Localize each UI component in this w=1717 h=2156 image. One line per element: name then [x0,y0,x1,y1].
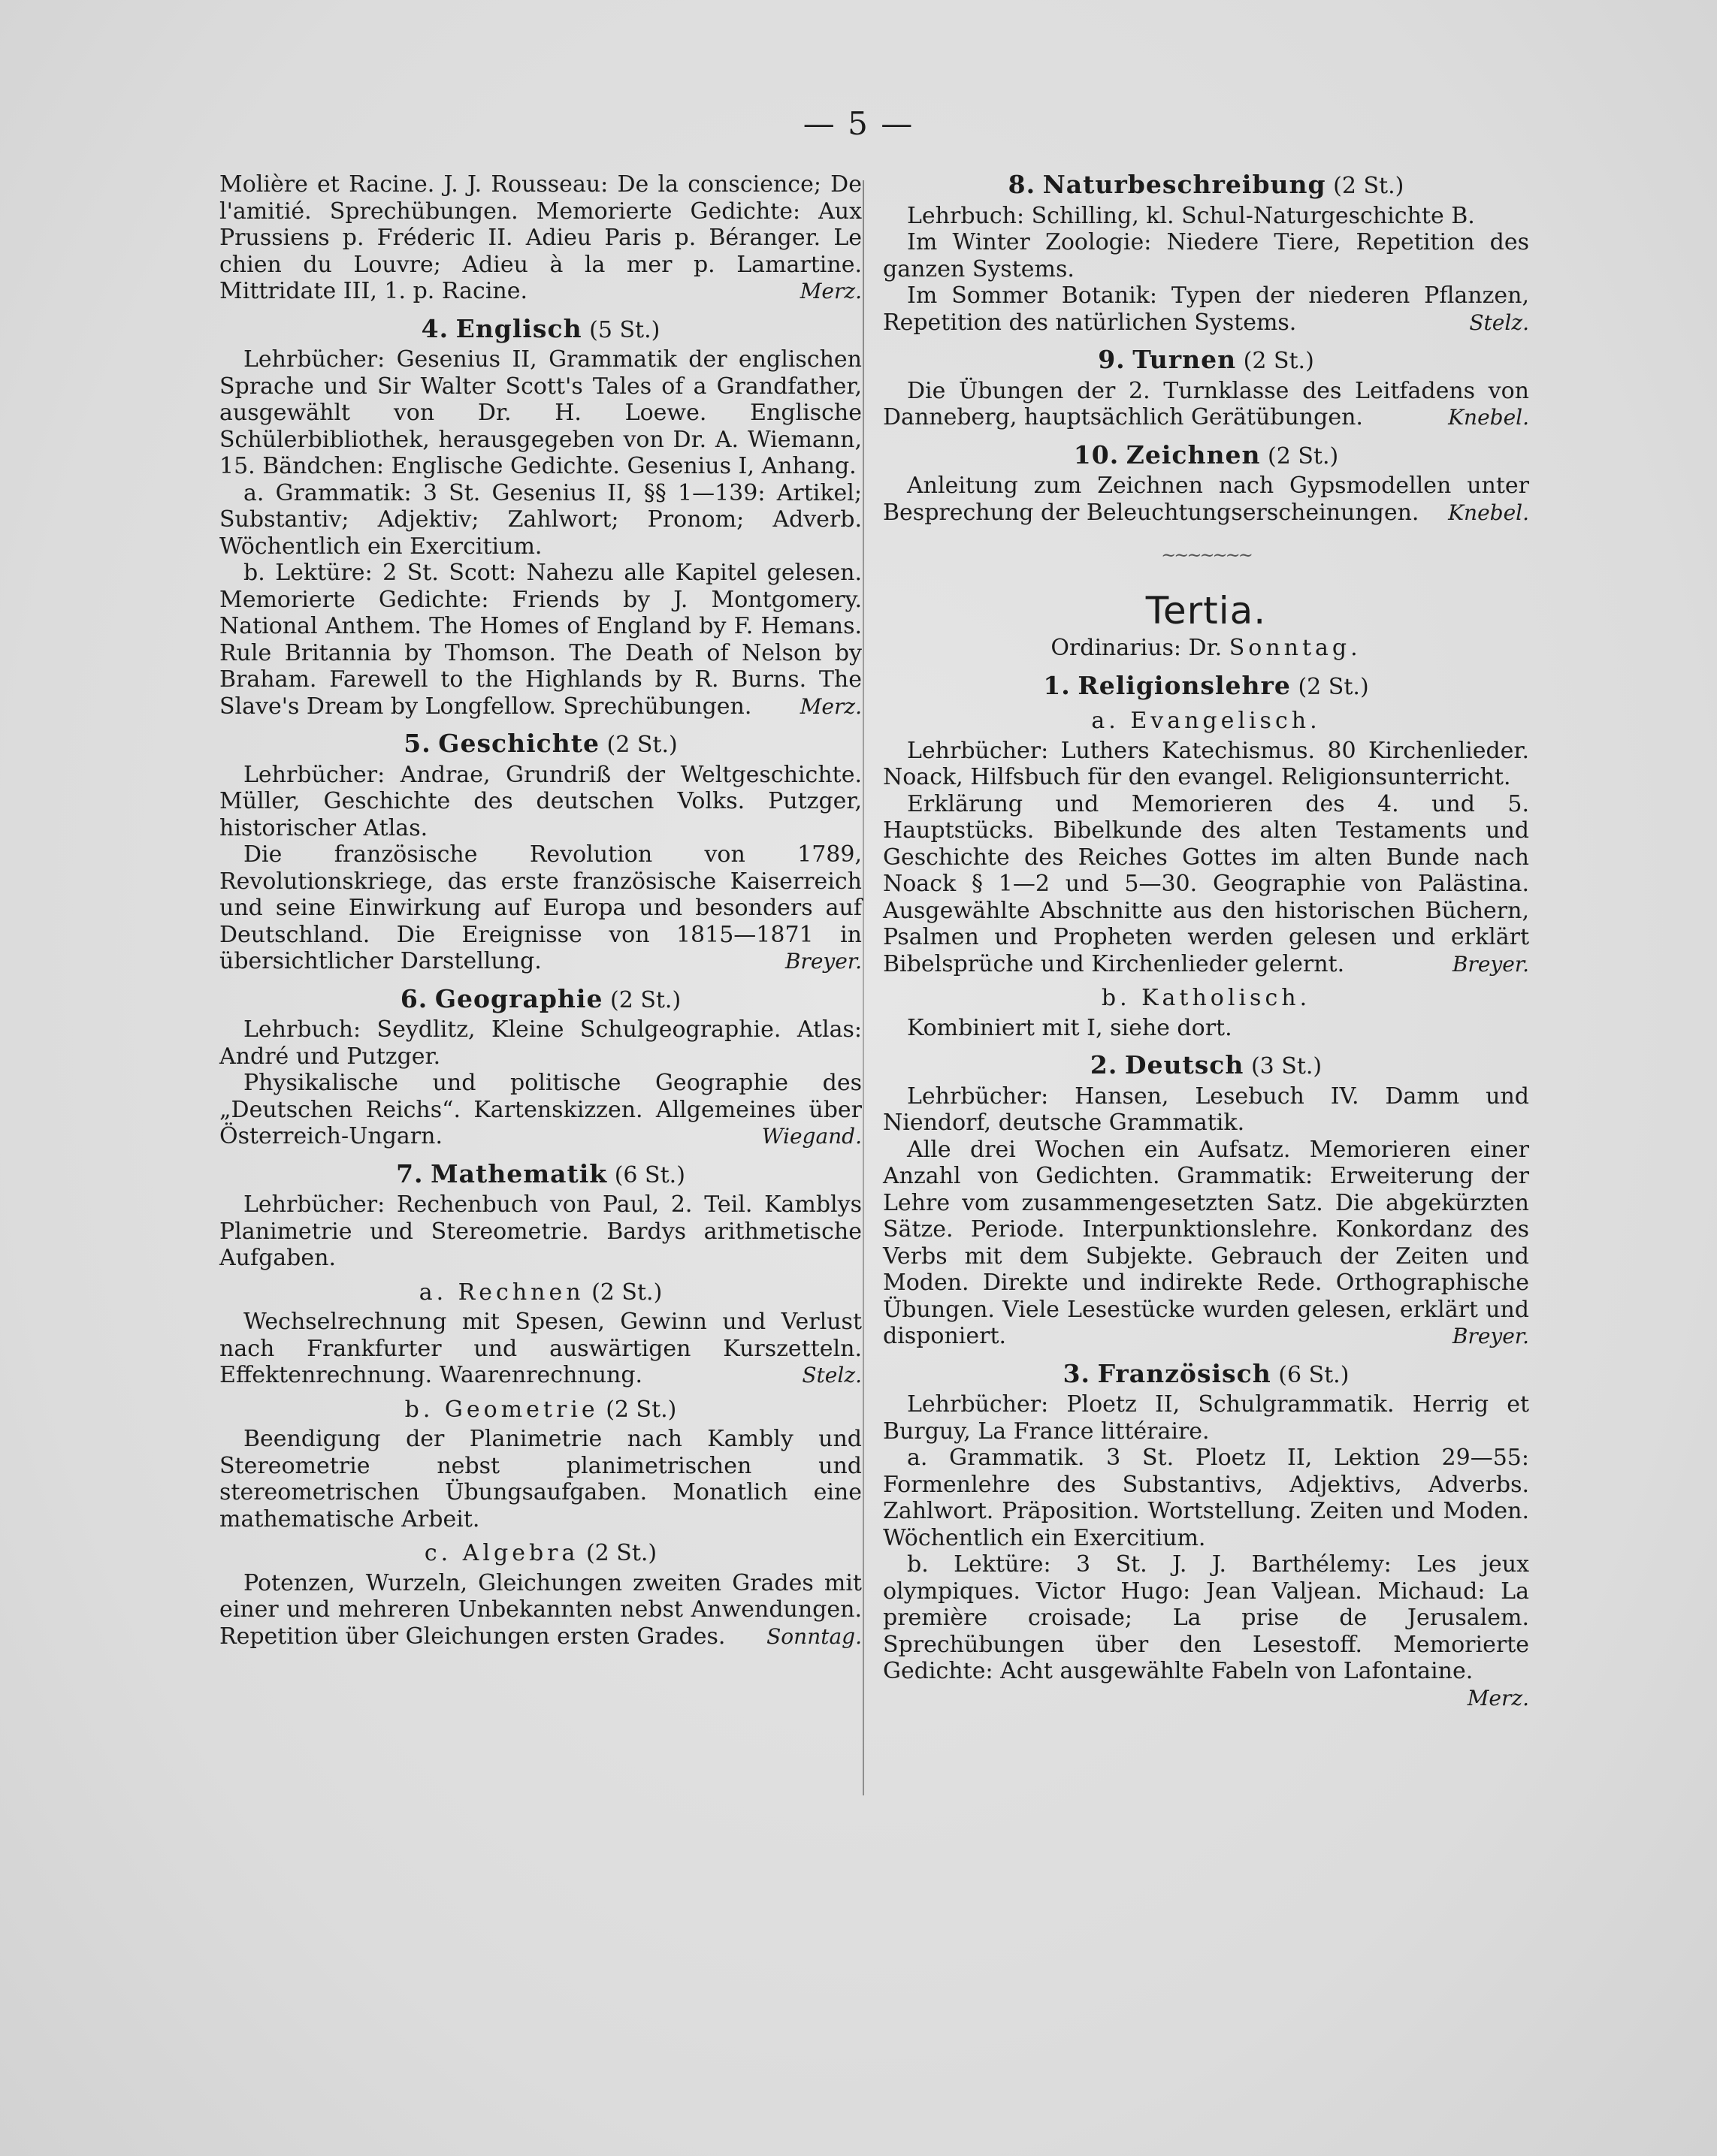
teacher-signature: Breyer. [1452,1324,1529,1348]
paragraph-deutsch-books: Lehrbücher: Hansen, Lesebuch IV. Damm und Niendorf, deutsche Grammatik. [883,1083,1529,1136]
teacher-signature: Knebel. [1448,405,1529,430]
section-heading-deutsch: 2. Deutsch (3 St.) [1090,1050,1323,1080]
paragraph-geographie-books: Lehrbuch: Seydlitz, Kleine Schulgeographie. Atlas: André und Putzger. [219,1016,862,1070]
teacher-signature: Breyer. [784,949,862,974]
paragraph-deutsch-content: Alle drei Wochen ein Aufsatz. Memorieren einer Anzahl von Gedichten. Grammatik: Erweiterung der Lehre vom zusammengesetzten Satz. Die abgekürzten Sätze. Periode. Interpunktionslehre. Konkordanz des Verbs mit dem Subjekte. Gebrauch der Zeiten und Moden. Direkte und indirekte Rede. Orthographische Übungen. Viele Lesestücke wurden gelesen, erklärt und disponiert. Breyer. [883,1136,1529,1349]
column-divider [863,180,864,1795]
paragraph-zeichnen: Anleitung zum Zeichnen nach Gypsmodellen unter Besprechung der Beleuchtungserscheinungen. Knebel. [883,473,1529,526]
section-heading-geschichte: 5. Geschichte (2 St.) [404,729,678,758]
paragraph-geschichte-content: Die französische Revolution von 1789, Revolutionskriege, das erste französische Kaiserreich und seine Einwirkung auf Europa und besonders auf Deutschland. Die Ereignisse von 1815—1871 in übersichtlicher Darstellung. Breyer. [219,841,862,974]
teacher-signature: Merz. [800,279,862,303]
paragraph-geometrie: Beendigung der Planimetrie nach Kambly und Stereometrie nebst planimetrischen und stereometrischen Übungsaufgaben. Monatlich eine mathematische Arbeit. [219,1426,862,1532]
paragraph-franzoesisch-reading: b. Lektüre: 3 St. J. J. Barthélemy: Les jeux olympiques. Victor Hugo: Jean Valjean. Michaud: La première croisade; La prise de Jerusalem. Sprechübungen über den Lesestoff. Memorierte Gedichte: Acht ausgewählte Fabeln von Lafontaine. Merz. [883,1551,1529,1711]
paragraph-french-reading: Molière et Racine. J. J. Rousseau: De la conscience; De l'amitié. Sprechübungen. Memorierte Gedichte: Aux Prussiens p. Fréderic II. Adieu Paris p. Béranger. Le chien du Louvre; Adieu à la mer p. Lamartine. Mittridate III, 1. p. Racine. Merz. [219,171,862,304]
ordinarius-line: Ordinarius: Dr. Sonntag. [1050,635,1362,661]
teacher-signature: Breyer. [1452,951,1529,977]
paragraph-geographie-content: Physikalische und politische Geographie des „Deutschen Reichs“. Kartenskizzen. Allgemeines über Österreich-Ungarn. Wiegand. [219,1070,862,1149]
teacher-signature: Merz. [800,693,862,719]
paragraph-natur-winter: Im Winter Zoologie: Niedere Tiere, Repetition des ganzen Systems. [883,229,1529,282]
paragraph-religion-books: Lehrbücher: Luthers Katechismus. 80 Kirchenlieder. Noack, Hilfsbuch für den evangel. Religionsunterricht. [883,737,1529,790]
page-number: — 5 — [803,105,914,142]
teacher-signature: Merz. [1467,1685,1529,1711]
paragraph-algebra: Potenzen, Wurzeln, Gleichungen zweiten Grades mit einer und mehreren Unbekannten nebst Anwendungen. Repetition über Gleichungen ersten Grades. Sonntag. [219,1569,862,1650]
section-heading-englisch: 4. Englisch (5 St.) [421,313,661,343]
teacher-signature: Wiegand. [761,1124,862,1149]
paragraph-franzoesisch-books: Lehrbücher: Ploetz II, Schulgrammatik. Herrig et Burguy, La France littéraire. [883,1391,1529,1445]
paragraph-englisch-grammar: a. Grammatik: 3 St. Gesenius II, §§ 1—139: Artikel; Substantiv; Adjektiv; Zahlwort; Pronom; Adverb. Wöchentlich ein Exercitium. [219,479,862,560]
subheading-katholisch: b. Katholisch. [1101,985,1311,1011]
paragraph-religion-content: Erklärung und Memorieren des 4. und 5. Hauptstücks. Bibelkunde des alten Testaments und Geschichte des Reiches Gottes im alten Bunde nach Noack § 1—2 und 5—30. Geographie von Palästina. Ausgewählte Abschnitte aus den historischen Büchern, Psalmen und Propheten werden gelesen und erklärt Bibelsprüche und Kirchenlieder gelernt. Breyer. [883,790,1529,977]
paragraph-natur-summer: Im Sommer Botanik: Typen der niederen Pflanzen, Repetition des natürlichen Systems. Stelz. [883,282,1529,336]
paragraph-natur-book: Lehrbuch: Schilling, kl. Schul-Naturgeschichte B. [907,202,1475,229]
paragraph-franzoesisch-grammar: a. Grammatik. 3 St. Ploetz II, Lektion 29—55: Formenlehre des Substantivs, Adjektivs, Adverbs. Zahlwort. Präposition. Wortstellung. Zeiten und Moden. Wöchentlich ein Exercitium. [883,1445,1529,1551]
subheading-algebra: c. Algebra (2 St.) [424,1540,657,1566]
teacher-signature: Stelz. [802,1363,862,1388]
section-heading-mathematik: 7. Mathematik (6 St.) [396,1158,685,1188]
section-heading-naturbeschreibung: 8. Naturbeschreibung (2 St.) [1008,170,1404,199]
paragraph-englisch-books: Lehrbücher: Gesenius II, Grammatik der englischen Sprache und Sir Walter Scott's Tales of a Grandfather, ausgewählt von Dr. H. Loewe. Englische Schülerbibliothek, herausgegeben von Dr. A. Wiemann, 15. Bändchen: Englische Gedichte. Gesenius I, Anhang. [219,346,862,479]
teacher-signature: Sonntag. [766,1623,862,1649]
paragraph-katholisch: Kombiniert mit I, siehe dort. [907,1014,1232,1041]
subheading-geometrie: b. Geometrie (2 St.) [404,1396,677,1423]
left-column [219,171,862,1650]
section-heading-zeichnen: 10. Zeichnen (2 St.) [1073,439,1339,470]
paragraph-geschichte-books: Lehrbücher: Andrae, Grundriß der Weltgeschichte. Müller, Geschichte des deutschen Volks. Putzger, historischer Atlas. [219,761,862,841]
paragraph-mathematik-books: Lehrbücher: Rechenbuch von Paul, 2. Teil. Kamblys Planimetrie und Stereometrie. Bardys arithmetische Aufgaben. [219,1191,862,1271]
paragraph-rechnen: Wechselrechnung mit Spesen, Gewinn und Verlust nach Frankfurter und auswärtigen Kurszetteln. Effektenrechnung. Waarenrechnung. Stelz. [219,1309,862,1388]
section-heading-franzoesisch: 3. Französisch (6 St.) [1063,1358,1350,1388]
ornament-divider: ~~~~~~~ [1161,545,1251,566]
teacher-signature: Knebel. [1448,500,1529,525]
right-column [883,171,1529,1711]
teacher-signature: Stelz. [1469,310,1529,335]
class-title-tertia: Tertia. [1145,588,1267,633]
section-heading-religionslehre: 1. Religionslehre (2 St.) [1043,670,1369,700]
paragraph-turnen: Die Übungen der 2. Turnklasse des Leitfadens von Danneberg, hauptsächlich Gerätübungen. Knebel. [883,377,1529,430]
subheading-rechnen: a. Rechnen (2 St.) [419,1279,663,1306]
section-heading-geographie: 6. Geographie (2 St.) [400,983,682,1013]
paragraph-englisch-reading: b. Lektüre: 2 St. Scott: Nahezu alle Kapitel gelesen. Memorierte Gedichte: Friends by J. Montgomery. National Anthem. The Homes of England by F. Hemans. Rule Britannia by Thomson. The Death of Nelson by Braham. Farewell to the Highlands by R. Burns. The Slave's Dream by Longfellow. Sprechübungen. Merz. [219,560,862,720]
section-heading-turnen: 9. Turnen (2 St.) [1098,345,1314,374]
subheading-evangelisch: a. Evangelisch. [1091,708,1321,734]
